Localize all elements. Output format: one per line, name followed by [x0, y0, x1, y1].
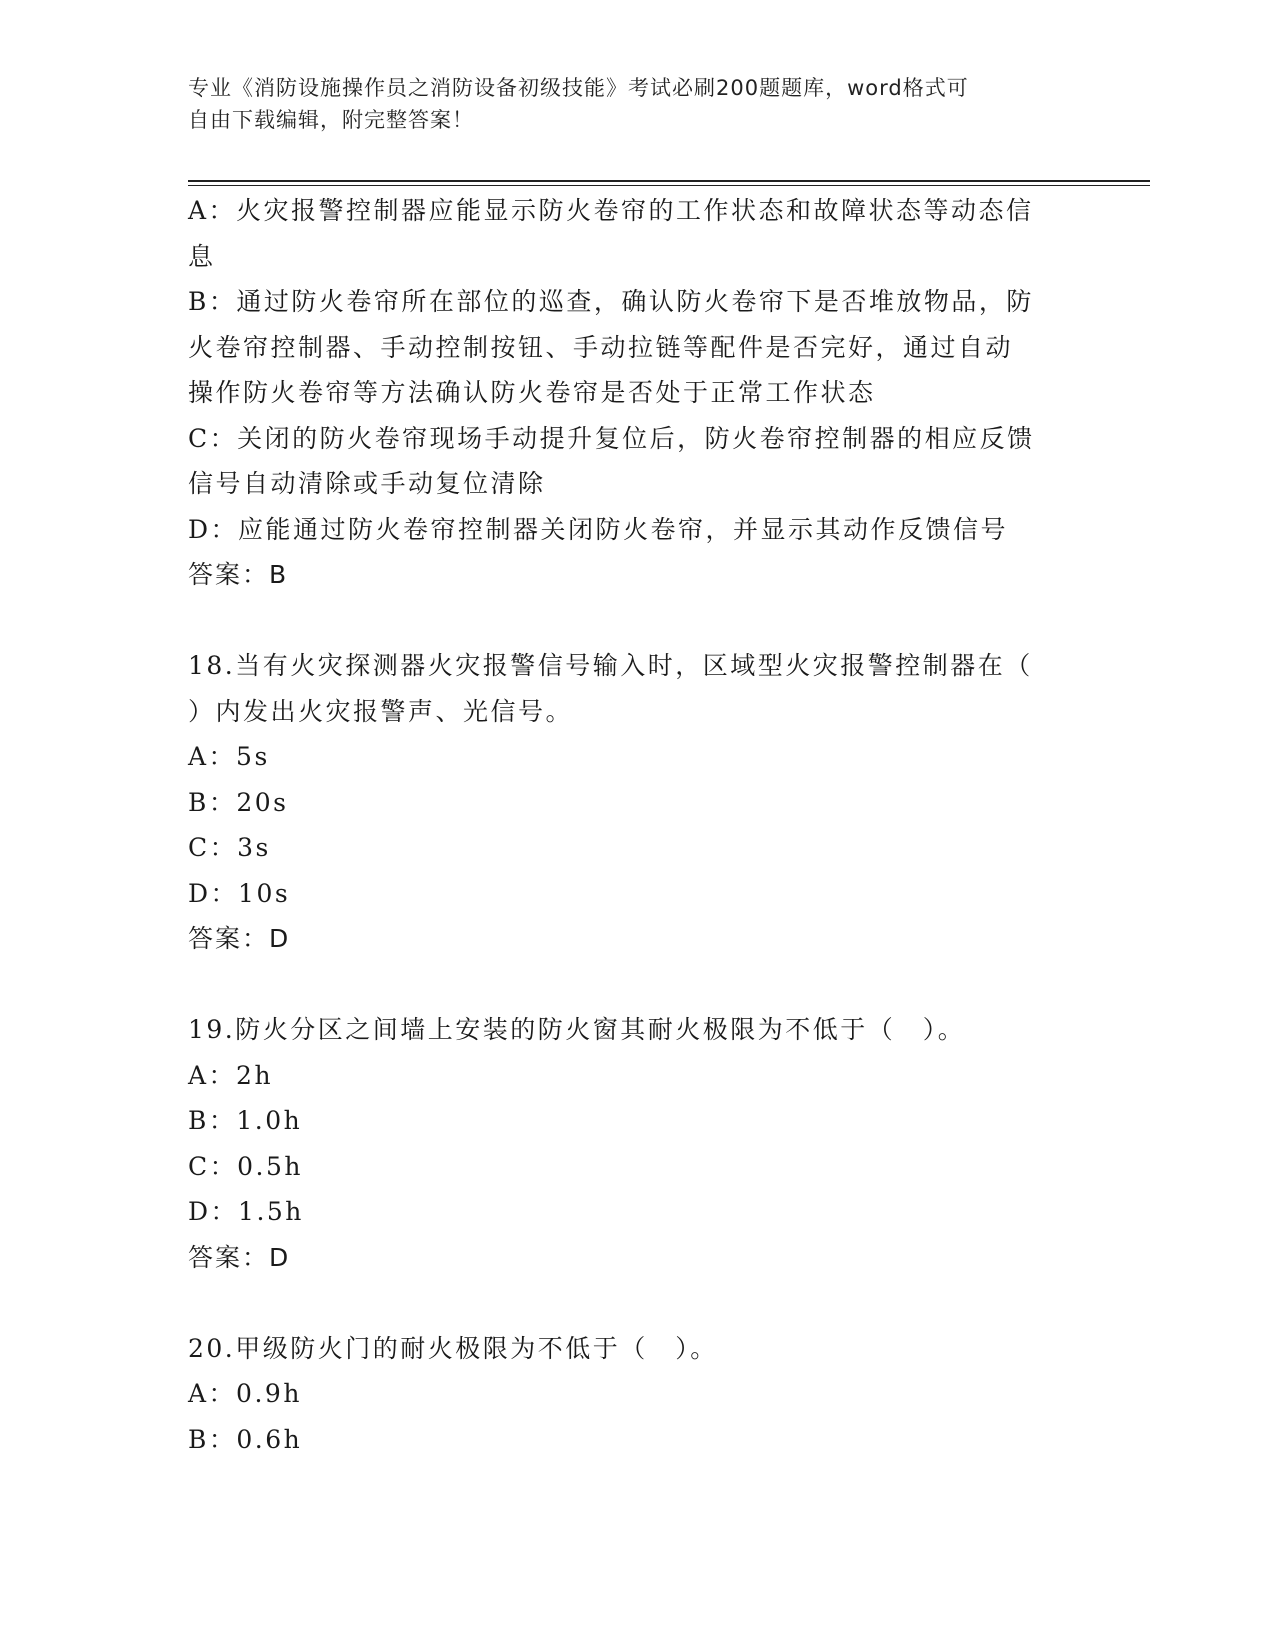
- question-17: [188, 188, 1088, 598]
- option-a-line-2: 息: [188, 241, 216, 271]
- header-line-1: 专业《消防设施操作员之消防设备初级技能》考试必刷200题题库，word格式可: [188, 76, 969, 100]
- header-rule-thin: [188, 185, 1150, 186]
- option-b-line-3: 操作防火卷帘等方法确认防火卷帘是否处于正常工作状态: [188, 378, 876, 407]
- answer: 答案：B: [188, 560, 289, 589]
- question-stem: 19.防火分区之间墙上安装的防火窗其耐火极限为不低于（ ）。: [188, 1015, 966, 1044]
- option-c: C：0.5h: [188, 1151, 303, 1181]
- option-a: A：5s: [188, 742, 270, 771]
- document-header: [188, 72, 1068, 136]
- option-d: D：1.5h: [188, 1197, 304, 1226]
- option-b: B：20s: [188, 787, 289, 817]
- question-19: [188, 1007, 1088, 1280]
- question-stem-line-1: 18.当有火灾探测器火灾报警信号输入时，区域型火灾报警控制器在（: [188, 651, 1033, 680]
- question-20: [188, 1326, 1088, 1463]
- option-d: D：10s: [188, 878, 291, 908]
- option-b: B：1.0h: [188, 1106, 303, 1135]
- question-18: [188, 643, 1088, 962]
- option-c-line-2: 信号自动清除或手动复位清除: [188, 469, 546, 498]
- option-c-line-1: C：关闭的防火卷帘现场手动提升复位后，防火卷帘控制器的相应反馈: [188, 423, 1035, 453]
- option-b-line-1: B：通过防火卷帘所在部位的巡查，确认防火卷帘下是否堆放物品，防: [188, 287, 1034, 316]
- answer: 答案：D: [188, 1242, 291, 1272]
- option-a: A：0.9h: [188, 1379, 302, 1408]
- option-c: C：3s: [188, 833, 271, 862]
- option-a: A：2h: [188, 1060, 274, 1090]
- question-stem: 20.甲级防火门的耐火极限为不低于（ ）。: [188, 1333, 718, 1363]
- question-stem-line-2: ）内发出火灾报警声、光信号。: [188, 696, 574, 726]
- option-d: D：应能通过防火卷帘控制器关闭防火卷帘，并显示其动作反馈信号: [188, 514, 1009, 544]
- answer: 答案：D: [188, 924, 291, 953]
- header-line-2: 自由下载编辑，附完整答案！: [188, 108, 474, 132]
- option-a-line-1: A：火灾报警控制器应能显示防火卷帘的工作状态和故障状态等动态信: [188, 196, 1034, 225]
- header-rule-thick: [188, 180, 1150, 182]
- option-b-line-2: 火卷帘控制器、手动控制按钮、手动拉链等配件是否完好，通过自动: [188, 332, 1014, 362]
- question-list: [188, 188, 1088, 1462]
- option-b: B：0.6h: [188, 1424, 303, 1454]
